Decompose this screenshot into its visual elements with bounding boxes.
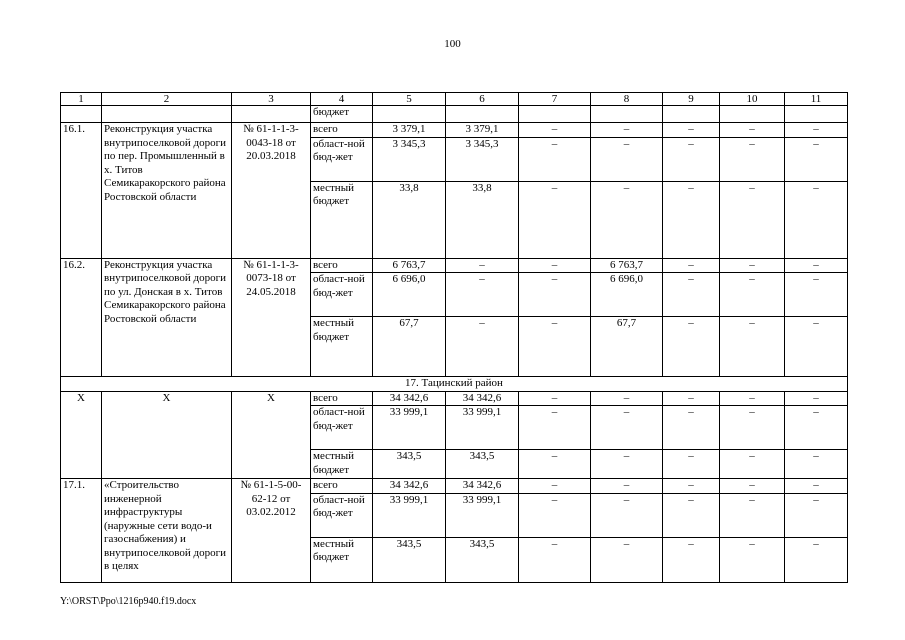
- value-cell: 6 696,0: [591, 273, 663, 317]
- value-cell: –: [519, 479, 591, 494]
- value-cell: –: [663, 493, 720, 537]
- value-cell: –: [591, 123, 663, 138]
- funding-type: местный бюджет: [311, 450, 373, 479]
- row-number: 17.1.: [61, 479, 102, 583]
- funding-type: област-ной бюд-жет: [311, 493, 373, 537]
- funding-type: бюджет: [311, 106, 373, 123]
- header-cell: 9: [663, 93, 720, 106]
- document-number: № 61-1-5-00-62-12 от 03.02.2012: [232, 479, 311, 583]
- header-cell: 8: [591, 93, 663, 106]
- value-cell: 343,5: [373, 537, 446, 582]
- value-cell: –: [785, 537, 848, 582]
- page-number: 100: [444, 38, 461, 50]
- header-cell: 10: [720, 93, 785, 106]
- funding-type: област-ной бюд-жет: [311, 406, 373, 450]
- value-cell: –: [591, 406, 663, 450]
- funding-type: всего: [311, 258, 373, 273]
- value-cell: 33 999,1: [446, 406, 519, 450]
- value-cell: –: [519, 391, 591, 406]
- value-cell: –: [720, 493, 785, 537]
- value-cell: –: [519, 537, 591, 582]
- value-cell: –: [785, 479, 848, 494]
- value-cell: –: [785, 391, 848, 406]
- value-cell: –: [519, 273, 591, 317]
- value-cell: –: [785, 493, 848, 537]
- value-cell: –: [519, 406, 591, 450]
- value-cell: 343,5: [446, 537, 519, 582]
- value-cell: –: [663, 181, 720, 258]
- funding-type: всего: [311, 479, 373, 494]
- header-cell: 6: [446, 93, 519, 106]
- row-number: 16.2.: [61, 258, 102, 377]
- value-cell: –: [720, 450, 785, 479]
- value-cell: –: [446, 273, 519, 317]
- value-cell: 6 696,0: [373, 273, 446, 317]
- value-cell: –: [446, 317, 519, 377]
- value-cell: –: [519, 450, 591, 479]
- value-cell: 33 999,1: [446, 493, 519, 537]
- funding-type: всего: [311, 123, 373, 138]
- value-cell: –: [663, 391, 720, 406]
- value-cell: –: [785, 258, 848, 273]
- value-cell: –: [591, 493, 663, 537]
- funding-type: област-ной бюд-жет: [311, 273, 373, 317]
- value-cell: 6 763,7: [591, 258, 663, 273]
- value-cell: –: [785, 273, 848, 317]
- header-cell: 5: [373, 93, 446, 106]
- object-name: «Строительство инженерной инфраструктуры (наружные сети водо-и газоснабжения) и внутрипоселковой дороги в целях: [102, 479, 232, 583]
- value-cell: –: [663, 479, 720, 494]
- value-cell: –: [663, 406, 720, 450]
- value-cell: –: [519, 123, 591, 138]
- value-cell: –: [785, 317, 848, 377]
- table-row: [61, 479, 848, 494]
- value-cell: 33 999,1: [373, 406, 446, 450]
- value-cell: –: [591, 137, 663, 181]
- value-cell: 6 763,7: [373, 258, 446, 273]
- budget-table: [60, 92, 848, 583]
- section-row: [61, 377, 848, 392]
- value-cell: –: [519, 317, 591, 377]
- value-cell: –: [720, 537, 785, 582]
- document-number: Х: [232, 391, 311, 479]
- value-cell: –: [519, 258, 591, 273]
- object-name: Реконструкция участка внутрипоселковой дороги по ул. Донская в х. Титов Семикаракорского района Ростовской области: [102, 258, 232, 377]
- value-cell: –: [663, 273, 720, 317]
- value-cell: 33,8: [446, 181, 519, 258]
- value-cell: –: [591, 537, 663, 582]
- value-cell: –: [720, 137, 785, 181]
- object-name: Реконструкция участка внутрипоселковой дороги по пер. Промышленный в х. Титов Семикаракорского района Ростовской области: [102, 123, 232, 259]
- value-cell: 34 342,6: [373, 391, 446, 406]
- value-cell: –: [785, 123, 848, 138]
- value-cell: –: [785, 137, 848, 181]
- row-number: 16.1.: [61, 123, 102, 259]
- document-number: № 61-1-1-3-0043-18 от 20.03.2018: [232, 123, 311, 259]
- value-cell: –: [663, 123, 720, 138]
- value-cell: –: [663, 258, 720, 273]
- header-row: [61, 93, 848, 106]
- table-row: [61, 258, 848, 273]
- funding-type: област-ной бюд-жет: [311, 137, 373, 181]
- value-cell: 33,8: [373, 181, 446, 258]
- section-title: 17. Тацинский район: [61, 377, 848, 392]
- value-cell: –: [663, 317, 720, 377]
- value-cell: –: [663, 137, 720, 181]
- value-cell: –: [785, 181, 848, 258]
- value-cell: –: [591, 181, 663, 258]
- header-cell: 4: [311, 93, 373, 106]
- value-cell: –: [446, 258, 519, 273]
- value-cell: 343,5: [446, 450, 519, 479]
- value-cell: –: [720, 479, 785, 494]
- value-cell: 34 342,6: [373, 479, 446, 494]
- object-name: Х: [102, 391, 232, 479]
- value-cell: –: [519, 493, 591, 537]
- header-cell: 1: [61, 93, 102, 106]
- value-cell: 3 379,1: [373, 123, 446, 138]
- value-cell: –: [519, 181, 591, 258]
- funding-type: всего: [311, 391, 373, 406]
- value-cell: 34 342,6: [446, 479, 519, 494]
- value-cell: –: [663, 450, 720, 479]
- value-cell: –: [720, 258, 785, 273]
- header-cell: 3: [232, 93, 311, 106]
- value-cell: –: [720, 123, 785, 138]
- header-cell: 2: [102, 93, 232, 106]
- header-cell: 7: [519, 93, 591, 106]
- funding-type: местный бюджет: [311, 181, 373, 258]
- value-cell: –: [720, 406, 785, 450]
- funding-type: местный бюджет: [311, 537, 373, 582]
- table-row: [61, 123, 848, 138]
- funding-type: местный бюджет: [311, 317, 373, 377]
- value-cell: –: [519, 137, 591, 181]
- value-cell: –: [785, 406, 848, 450]
- value-cell: 67,7: [591, 317, 663, 377]
- value-cell: –: [720, 273, 785, 317]
- value-cell: –: [591, 450, 663, 479]
- table-row: [61, 391, 848, 406]
- value-cell: –: [591, 391, 663, 406]
- value-cell: 3 345,3: [373, 137, 446, 181]
- continuation-row: [61, 106, 848, 123]
- row-number: Х: [61, 391, 102, 479]
- value-cell: –: [720, 391, 785, 406]
- header-cell: 11: [785, 93, 848, 106]
- document-number: № 61-1-1-3-0073-18 от 24.05.2018: [232, 258, 311, 377]
- value-cell: –: [720, 317, 785, 377]
- value-cell: 33 999,1: [373, 493, 446, 537]
- value-cell: –: [785, 450, 848, 479]
- value-cell: 67,7: [373, 317, 446, 377]
- value-cell: –: [591, 479, 663, 494]
- value-cell: –: [720, 181, 785, 258]
- value-cell: 3 345,3: [446, 137, 519, 181]
- value-cell: –: [663, 537, 720, 582]
- file-path-footer: Y:\ORST\Ppo\1216p940.f19.docx: [60, 596, 197, 607]
- value-cell: 343,5: [373, 450, 446, 479]
- value-cell: 3 379,1: [446, 123, 519, 138]
- value-cell: 34 342,6: [446, 391, 519, 406]
